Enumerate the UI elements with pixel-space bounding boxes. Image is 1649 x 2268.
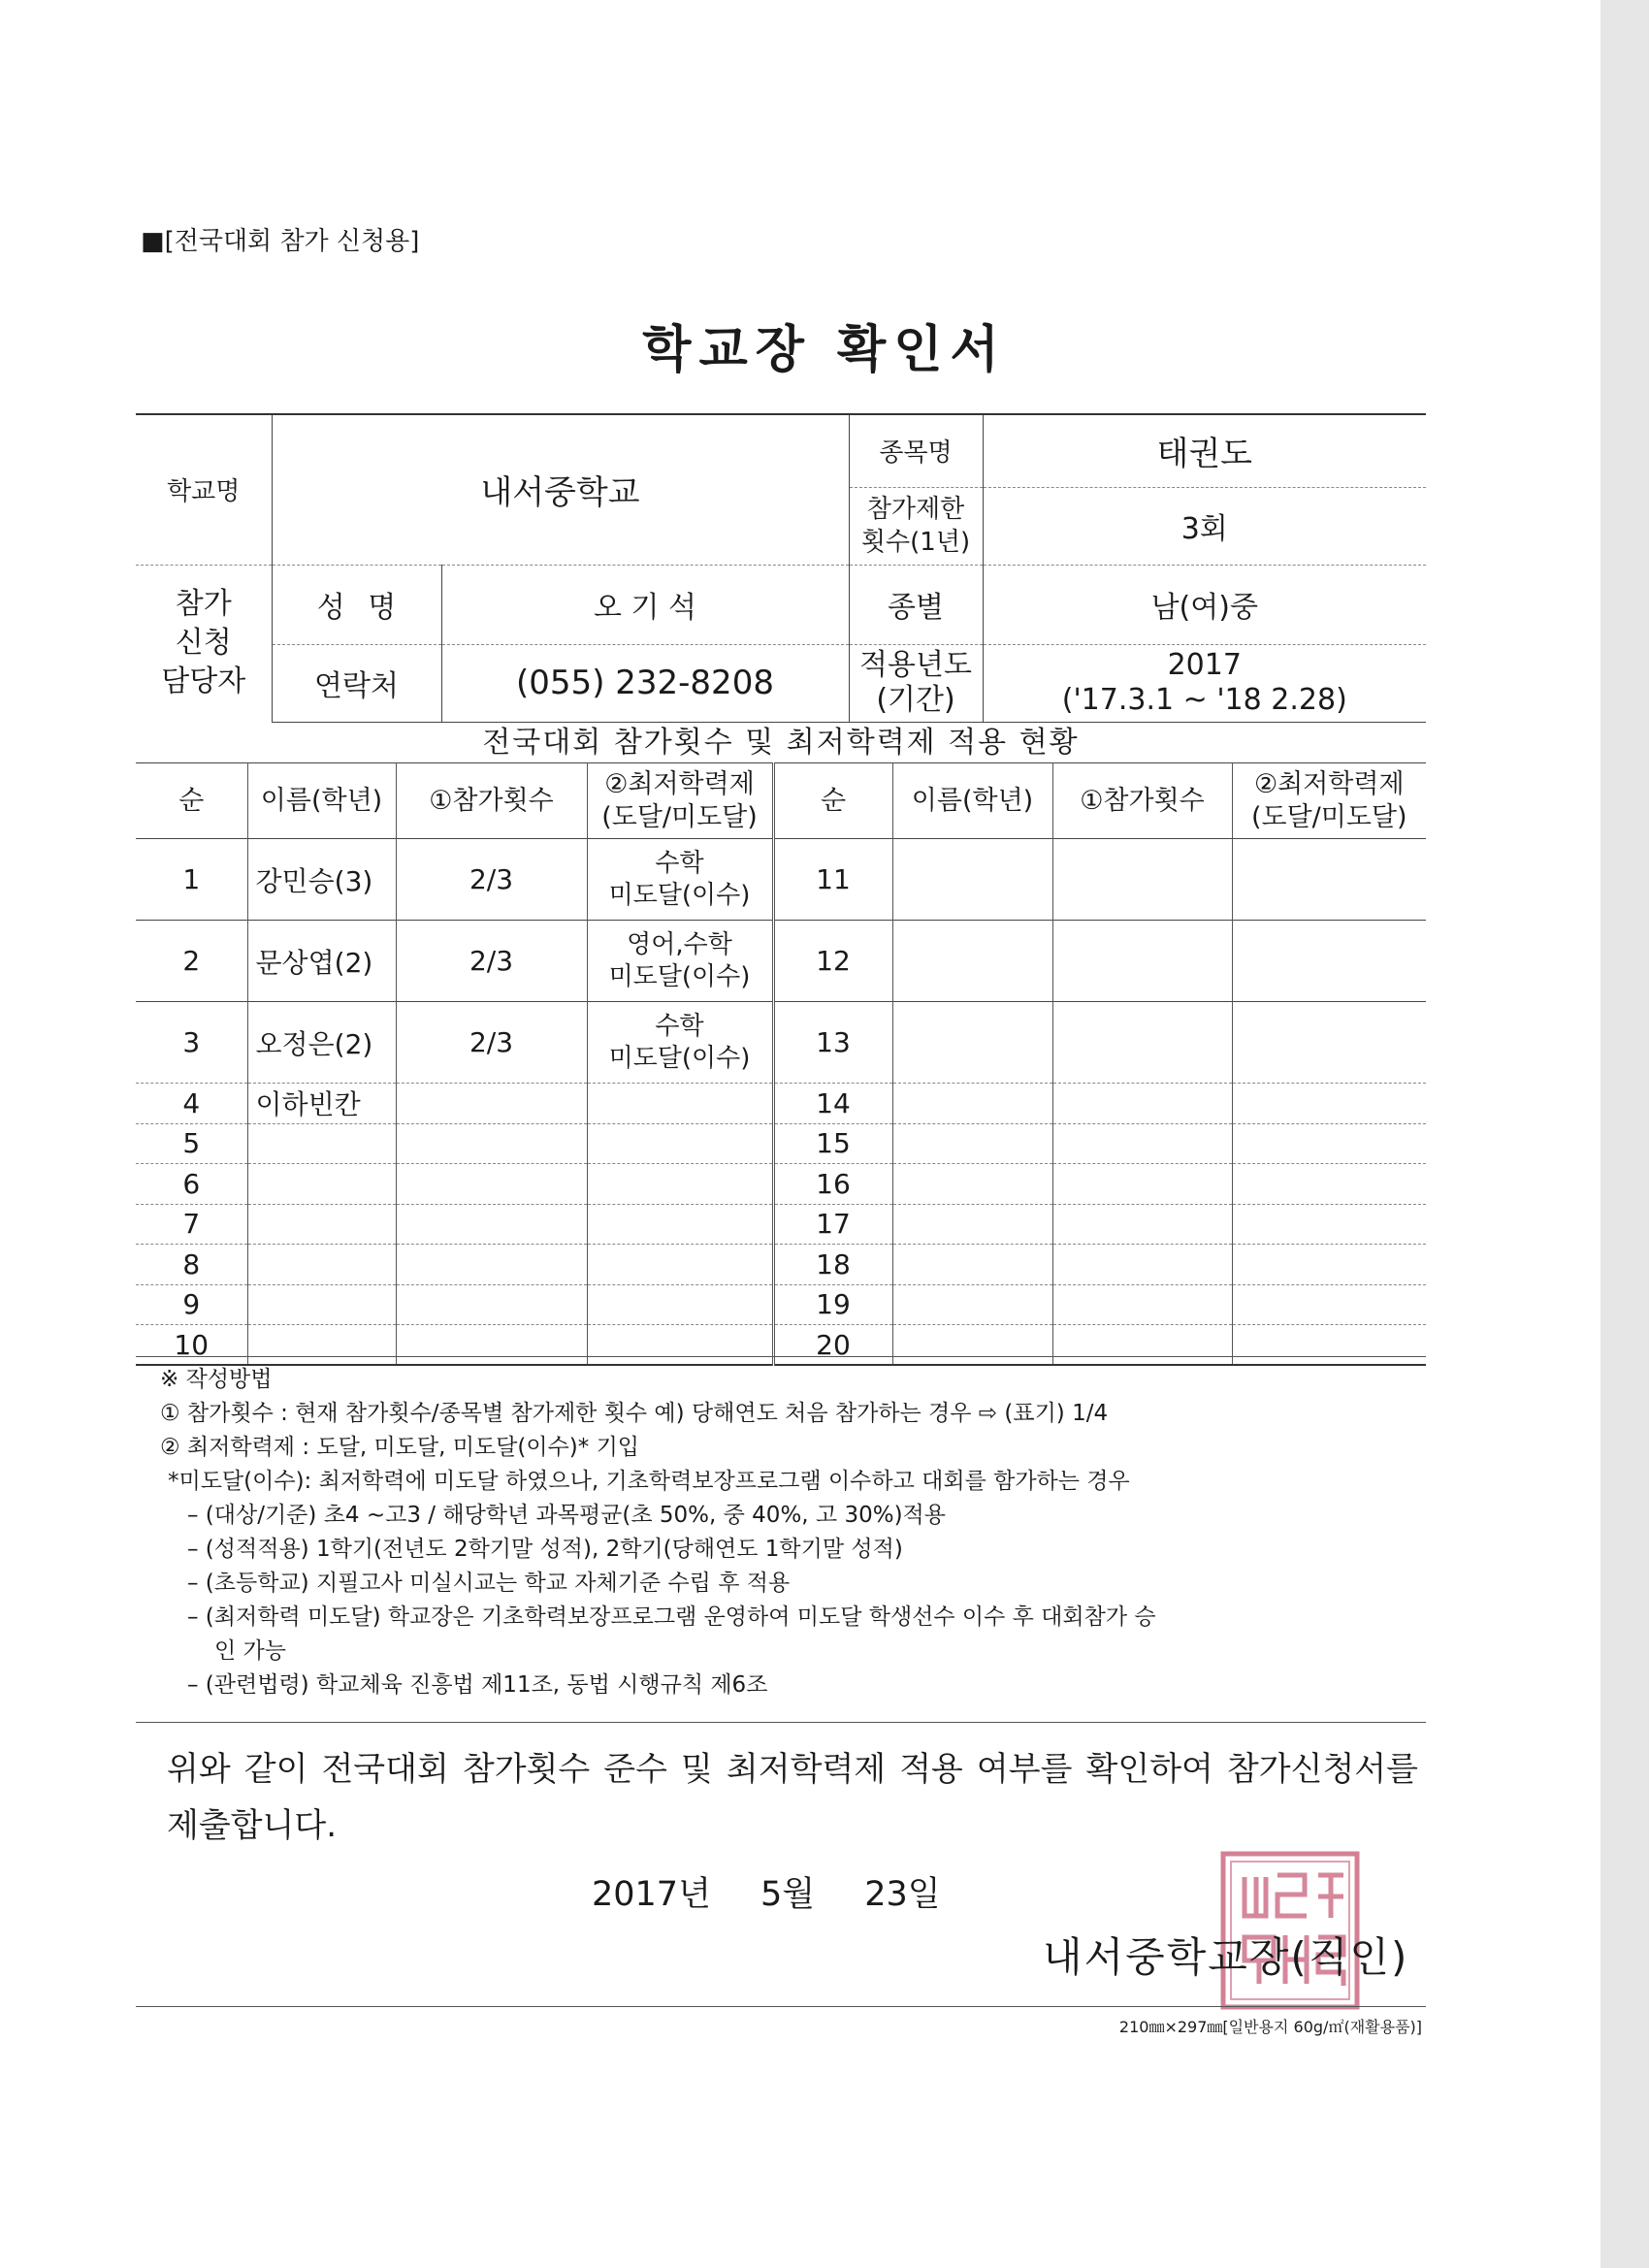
row-number: 11 — [773, 839, 892, 921]
period-label: 적용년도 — [859, 648, 972, 682]
row-number: 19 — [773, 1284, 892, 1325]
table-row — [136, 1164, 1426, 1205]
row-number: 5 — [136, 1123, 247, 1164]
participation-count — [1052, 1325, 1232, 1366]
student-name — [892, 921, 1052, 1002]
student-name — [247, 1204, 396, 1245]
participation-count — [396, 1123, 587, 1164]
participation-count: 2/3 — [396, 921, 587, 1002]
section-divider — [136, 1356, 1426, 1357]
paper-spec: 210㎜×297㎜[일반용지 60g/㎡(재활용품)] — [1118, 2018, 1422, 2036]
min-academic-status — [1232, 1204, 1426, 1245]
table-row — [136, 1325, 1426, 1366]
student-name — [892, 1325, 1052, 1366]
student-name — [892, 1245, 1052, 1285]
period-year: 2017 — [1167, 648, 1242, 682]
student-name — [247, 1284, 396, 1325]
instruction-line: – (대상/기준) 초4 ~고3 / 해당학년 과목평균(초 50%, 중 40%, 고 30%)적용 — [187, 1503, 946, 1528]
section-divider — [136, 1722, 1426, 1723]
row-number: 7 — [136, 1204, 247, 1245]
event-label: 종목명 — [849, 414, 983, 487]
min-academic-status — [1232, 1084, 1426, 1124]
participation-count — [1052, 1123, 1232, 1164]
student-name — [247, 1164, 396, 1205]
min-academic-status — [587, 1123, 773, 1164]
col-header-name: 이름(학년) — [247, 763, 396, 839]
min-academic-status — [1232, 839, 1426, 921]
instruction-line: – (성적적용) 1학기(전년도 2학기말 성적), 2학기(당해연도 1학기말 성적) — [187, 1537, 903, 1562]
col-header-no: 순 — [136, 763, 247, 839]
row-number: 12 — [773, 921, 892, 1002]
table-row — [136, 1002, 1426, 1084]
limit-label: 참가제한 — [866, 495, 965, 524]
period-range: ('17.3.1 ~ '18 2.28) — [1061, 683, 1347, 717]
participation-count — [1052, 1164, 1232, 1205]
min-subject: 수학 — [655, 1011, 704, 1041]
row-number: 10 — [136, 1325, 247, 1366]
participation-count — [1052, 1002, 1232, 1084]
table-row — [136, 1204, 1426, 1245]
instruction-line: – (초등학교) 지필고사 미실시교는 학교 자체기준 수립 후 적용 — [187, 1571, 791, 1596]
table-row — [136, 1284, 1426, 1325]
participation-count — [1052, 1284, 1232, 1325]
gender-value: 남(여)중 — [983, 565, 1426, 644]
participation-count — [1052, 1245, 1232, 1285]
instruction-line: 인 가능 — [214, 1638, 286, 1664]
school-name-value: 내서중학교 — [272, 414, 849, 565]
min-academic-status — [587, 1204, 773, 1245]
school-name-label: 학교명 — [136, 414, 272, 565]
row-number: 4 — [136, 1084, 247, 1124]
min-academic-status — [587, 1245, 773, 1285]
table-row — [136, 1084, 1426, 1124]
min-academic-status — [587, 1164, 773, 1205]
min-academic-status — [587, 839, 773, 921]
col-header-min-sub: (도달/미도달) — [1250, 801, 1407, 832]
instruction-line: *미도달(이수): 최저학력에 미도달 하였으나, 기초학력보장프로그램 이수하고 대회를 함가하는 경우 — [168, 1469, 1130, 1494]
min-academic-status — [587, 921, 773, 1002]
participation-count — [396, 1084, 587, 1124]
min-academic-status — [587, 1002, 773, 1084]
contact-label: 연락처 — [272, 644, 441, 722]
instructions-heading: ※ 작성방법 — [160, 1367, 273, 1392]
min-subject: 수학 — [655, 848, 704, 878]
col-header-count: ①참가횟수 — [1052, 763, 1232, 839]
col-header-min-sub: (도달/미도달) — [601, 801, 758, 832]
row-number: 15 — [773, 1123, 892, 1164]
student-name: 강민승(3) — [247, 839, 396, 921]
name-value: 오 기 석 — [441, 565, 849, 644]
period-label-sub: (기간) — [876, 683, 955, 717]
min-academic-status — [1232, 1164, 1426, 1205]
min-result: 미도달(이수) — [608, 1043, 751, 1073]
participation-count — [396, 1204, 587, 1245]
row-number: 14 — [773, 1084, 892, 1124]
row-number: 8 — [136, 1245, 247, 1285]
row-number: 2 — [136, 921, 247, 1002]
participation-count — [396, 1164, 587, 1205]
participation-count — [1052, 839, 1232, 921]
student-name: 오정은(2) — [247, 1002, 396, 1084]
event-value: 태권도 — [983, 414, 1426, 487]
gender-label: 종별 — [849, 565, 983, 644]
min-academic-status — [1232, 1284, 1426, 1325]
row-number: 9 — [136, 1284, 247, 1325]
min-academic-status — [1232, 921, 1426, 1002]
student-name — [892, 1164, 1052, 1205]
form-type-label: ■[전국대회 참가 신청용] — [141, 227, 420, 256]
min-academic-status — [587, 1084, 773, 1124]
status-table-title: 전국대회 참가횟수 및 최저학력제 적용 현황 — [482, 726, 1080, 760]
contact-value: (055) 232-8208 — [441, 644, 849, 722]
student-name: 문상엽(2) — [247, 921, 396, 1002]
col-header-count: ①참가횟수 — [396, 763, 587, 839]
table-row — [136, 921, 1426, 1002]
instruction-line: – (최저학력 미도달) 학교장은 기초학력보장프로그램 운영하여 미도달 학생선수 이수 후 대회참가 승 — [187, 1604, 1156, 1630]
min-academic-status — [587, 1284, 773, 1325]
row-number: 20 — [773, 1325, 892, 1366]
row-number: 18 — [773, 1245, 892, 1285]
student-name — [247, 1245, 396, 1285]
instruction-line: ① 참가횟수 : 현재 참가횟수/종목별 참가제한 횟수 예) 당해연도 처음 참가하는 경우 ⇨ (표기) 1/4 — [160, 1401, 1109, 1426]
row-number: 17 — [773, 1204, 892, 1245]
limit-label-sub: 횟수(1년) — [860, 528, 971, 557]
student-name: 이하빈칸 — [247, 1084, 396, 1124]
participation-count — [396, 1325, 587, 1366]
min-academic-status — [587, 1325, 773, 1366]
instruction-line: – (관련법령) 학교체육 진흥법 제11조, 동법 시행규칙 제6조 — [187, 1672, 768, 1698]
min-academic-status — [1232, 1245, 1426, 1285]
signatory: 내서중학교장(직인) — [1043, 1933, 1409, 1981]
instruction-line: ② 최저학력제 : 도달, 미도달, 미도달(이수)* 기입 — [160, 1435, 640, 1460]
participation-count — [1052, 1204, 1232, 1245]
participation-count: 2/3 — [396, 839, 587, 921]
confirmation-statement: 위와 같이 전국대회 참가횟수 준수 및 최저학력제 적용 여부를 확인하여 참가신청서를 제출합니다. — [167, 1750, 1418, 1845]
participation-count — [396, 1284, 587, 1325]
issue-date: 2017년 5월 23일 — [592, 1875, 941, 1914]
row-number: 1 — [136, 839, 247, 921]
footer-divider — [136, 2006, 1426, 2007]
row-number: 16 — [773, 1164, 892, 1205]
student-name — [892, 1284, 1052, 1325]
participation-count — [396, 1245, 587, 1285]
participation-count — [1052, 1084, 1232, 1124]
applicant-label: 참가 신청 담당자 — [136, 565, 272, 722]
student-name — [892, 1084, 1052, 1124]
col-header-min: ②최저학력제 — [1253, 768, 1405, 799]
min-subject: 영어,수학 — [627, 929, 732, 959]
name-label: 성 명 — [272, 565, 441, 644]
col-header-min: ②최저학력제 — [604, 768, 755, 799]
min-result: 미도달(이수) — [608, 961, 751, 991]
min-academic-status — [1232, 1325, 1426, 1366]
table-row — [136, 1245, 1426, 1285]
min-academic-status — [1232, 1123, 1426, 1164]
instructions — [160, 1363, 1440, 1702]
limit-value: 3회 — [983, 487, 1426, 565]
row-number: 6 — [136, 1164, 247, 1205]
student-name — [892, 1204, 1052, 1245]
student-name — [247, 1325, 396, 1366]
col-header-no: 순 — [773, 763, 892, 839]
participation-status-table — [136, 762, 1426, 1366]
student-name — [247, 1123, 396, 1164]
school-info-table — [136, 413, 1426, 723]
student-name — [892, 839, 1052, 921]
col-header-name: 이름(학년) — [892, 763, 1052, 839]
student-name — [892, 1002, 1052, 1084]
page-title: 학교장 확인서 — [642, 321, 1007, 379]
min-academic-status — [1232, 1002, 1426, 1084]
table-row — [136, 839, 1426, 921]
student-name — [892, 1123, 1052, 1164]
participation-count: 2/3 — [396, 1002, 587, 1084]
row-number: 3 — [136, 1002, 247, 1084]
table-row — [136, 1123, 1426, 1164]
row-number: 13 — [773, 1002, 892, 1084]
participation-count — [1052, 921, 1232, 1002]
min-result: 미도달(이수) — [608, 880, 751, 910]
